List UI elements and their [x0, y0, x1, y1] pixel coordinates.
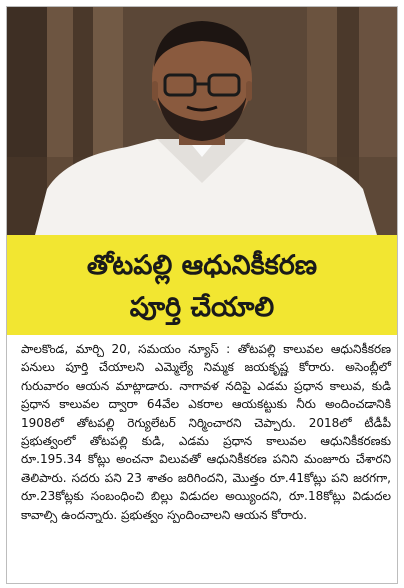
article-body	[21, 340, 391, 524]
article-paragraph: పాలకొండ, మార్చి 20, సమయం న్యూస్ : తోటపల్లి కాలువల ఆధునికీకరణ పనులు పూర్తి చేయాలని ఎమ్మెల్యే నిమ్మక జయకృష్ణ కోరారు. అసెంబ్లీలో గురువారం ఆయన మాట్లాడారు. నాగావళ నదిపై ఎడమ ప్రధాన కాలువ, కుడి ప్రధాన కాలువల ద్వారా 64వేల ఎకరాల ఆయకట్టుకు నీరు అందించడానికి 1908లో తోటపల్లి రెగ్యులేటర్ నిర్మించారని చెప్పారు. 2018లో టీడీపీ ప్రభుత్వంలో తోటపల్లి కుడి, ఎడమ ప్రధాన కాలువల ఆధునికీకరణకు రూ.195.34 కోట్లు అంచనా విలువతో ఆధునికీకరణ పనిని మంజూరు చేశారని తెలిపారు. సదరు పని 23 శాతం జరిగిందని, మొత్తం రూ.41కోట్లు పని జరగగా, రూ.23కోట్లకు సంబంధించి బిల్లు విడుదల అయ్యిందని, రూ.18కోట్లు విడుదల కావాల్సి ఉందన్నారు. ప్రభుత్వం స్పందించాలని ఆయన కోరారు.	[21, 342, 391, 522]
headline-line-1: తోటపల్లి ఆధునికీకరణ	[86, 250, 318, 281]
news-clipping	[6, 6, 398, 584]
photo-illustration	[7, 7, 397, 235]
headline-line-2: పూర్తి చేయాలి	[129, 292, 275, 323]
headline-banner	[7, 235, 397, 335]
article-photo	[7, 7, 397, 235]
